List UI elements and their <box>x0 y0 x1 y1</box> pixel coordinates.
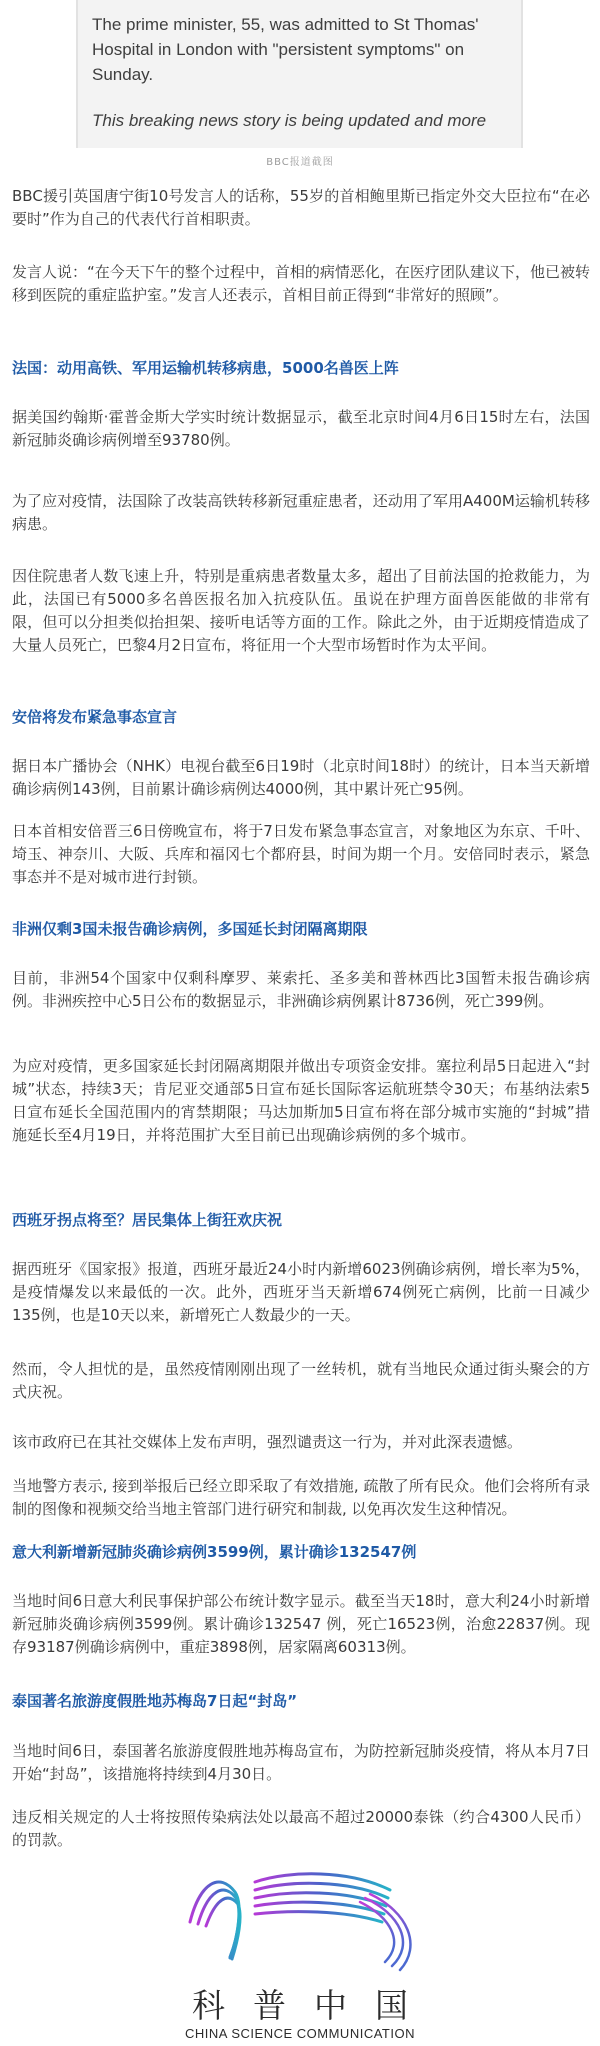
paragraph: 然而，令人担忧的是，虽然疫情刚刚出现了一丝转机，就有当地民众通过街头聚会的方式庆祝。 <box>12 1360 590 1401</box>
paragraph: 当地警方表示, 接到举报后已经立即采取了有效措施, 疏散了所有民众。他们会将所有录制的图像和视频交给当地主管部门进行研究和制裁, 以免再次发生这种情况。 <box>12 1477 590 1518</box>
paragraph: 当地时间6日，泰国著名旅游度假胜地苏梅岛宣布，为防控新冠肺炎疫情，将从本月7日开始“封岛”，该措施将持续到4月30日。 <box>12 1742 590 1783</box>
section-heading-thailand: 泰国著名旅游度假胜地苏梅岛7日起“封岛” <box>12 1692 298 1710</box>
embed-text-1: The prime minister, 55, was admitted to St Thomas' Hospital in London with "persistent symptoms" on Sunday. <box>92 15 479 84</box>
paragraph: 为应对疫情，更多国家延长封闭隔离期限并做出专项资金安排。塞拉利昂5日起进入“封城”状态，持续3天；肯尼亚交通部5日宣布延长国际客运航班禁令30天；布基纳法索5日宣布延长全国范围内的宵禁期限；马达加斯加5日宣布将在部分城市实施的“封城”措施延长至4月19日，并将范围扩大至目前已出现确诊病例的多个城市。 <box>12 1057 590 1144</box>
bbc-screenshot-embed <box>76 0 523 148</box>
paragraph: 据美国约翰斯·霍普金斯大学实时统计数据显示，截至北京时间4月6日15时左右，法国新冠肺炎确诊病例增至93780例。 <box>12 408 590 449</box>
paragraph: 因住院患者人数飞速上升，特别是重病患者数量太多，超出了目前法国的抢救能力，为此，法国已有5000多名兽医报名加入抗疫队伍。虽说在护理方面兽医能做的非常有限，但可以分担类似抬担架、接听电话等方面的工作。除此之外，由于近期疫情造成了大量人员死亡，巴黎4月2日宣布，将征用一个大型市场暂时作为太平间。 <box>12 567 590 654</box>
paragraph: 据西班牙《国家报》报道，西班牙最近24小时内新增6023例确诊病例，增长率为5%，是疫情爆发以来最低的一次。此外，西班牙当天新增674例死亡病例，比前一日减少135例，也是10天以来，新增死亡人数最少的一天。 <box>12 1260 590 1324</box>
logo-english-text: CHINA SCIENCE COMMUNICATION <box>185 2026 415 2041</box>
section-heading-africa: 非洲仅剩3国未报告确诊病例，多国延长封闭隔离期限 <box>12 920 368 938</box>
section-heading-spain: 西班牙拐点将至？居民集体上街狂欢庆祝 <box>12 1211 283 1229</box>
paragraph: 发言人说：“在今天下午的整个过程中，首相的病情恶化，在医疗团队建议下，他已被转移到医院的重症监护室。”发言人还表示，首相目前正得到“非常好的照顾”。 <box>12 263 590 304</box>
section-heading-japan: 安倍将发布紧急事态宣言 <box>12 708 178 726</box>
section-heading-france: 法国：动用高铁、军用运输机转移病患，5000名兽医上阵 <box>12 359 399 377</box>
paragraph: 目前，非洲54个国家中仅剩科摩罗、莱索托、圣多美和普林西比3国暂未报告确诊病例。非洲疾控中心5日公布的数据显示，非洲确诊病例累计8736例，死亡399例。 <box>12 969 590 1010</box>
paragraph: 为了应对疫情，法国除了改装高铁转移新冠重症患者，还动用了军用A400M运输机转移病患。 <box>12 492 590 533</box>
section-heading-italy: 意大利新增新冠肺炎确诊病例3599例，累计确诊132547例 <box>12 1543 417 1561</box>
paragraph: 据日本广播协会（NHK）电视台截至6日19时（北京时间18时）的统计，日本当天新增确诊病例143例，目前累计确诊病例达4000例，其中累计死亡95例。 <box>12 757 590 798</box>
kepu-logo-mark <box>160 1862 440 1977</box>
paragraph: 该市政府已在其社交媒体上发布声明，强烈谴责这一行为，并对此深表遗憾。 <box>12 1433 523 1451</box>
paragraph: BBC援引英国唐宁街10号发言人的话称，55岁的首相鲍里斯已指定外交大臣拉布“在必要时”作为自己的代表代行首相职责。 <box>12 187 590 228</box>
logo-chinese-text: 科普中国 <box>192 1986 436 2025</box>
paragraph: 日本首相安倍晋三6日傍晚宣布，将于7日发布紧急事态宣言，对象地区为东京、千叶、埼玉、神奈川、大阪、兵库和福冈七个都府县，时间为期一个月。安倍同时表示，紧急事态并不是对城市进行封锁。 <box>12 822 590 886</box>
paragraph: 当地时间6日意大利民事保护部公布统计数字显示。截至当天18时，意大利24小时新增新冠肺炎确诊病例3599例。累计确诊132547 例，死亡16523例，治愈22837例。现存93187例确诊病例中，重症3898例，居家隔离60313例。 <box>12 1592 590 1656</box>
embed-text-2: This breaking news story is being updated and more <box>92 111 487 130</box>
paragraph: 违反相关规定的人士将按照传染病法处以最高不超过20000泰铢（约合4300人民币）的罚款。 <box>12 1808 590 1849</box>
kepu-china-logo <box>160 1862 440 2042</box>
image-caption: BBC报道截图 <box>266 157 334 168</box>
